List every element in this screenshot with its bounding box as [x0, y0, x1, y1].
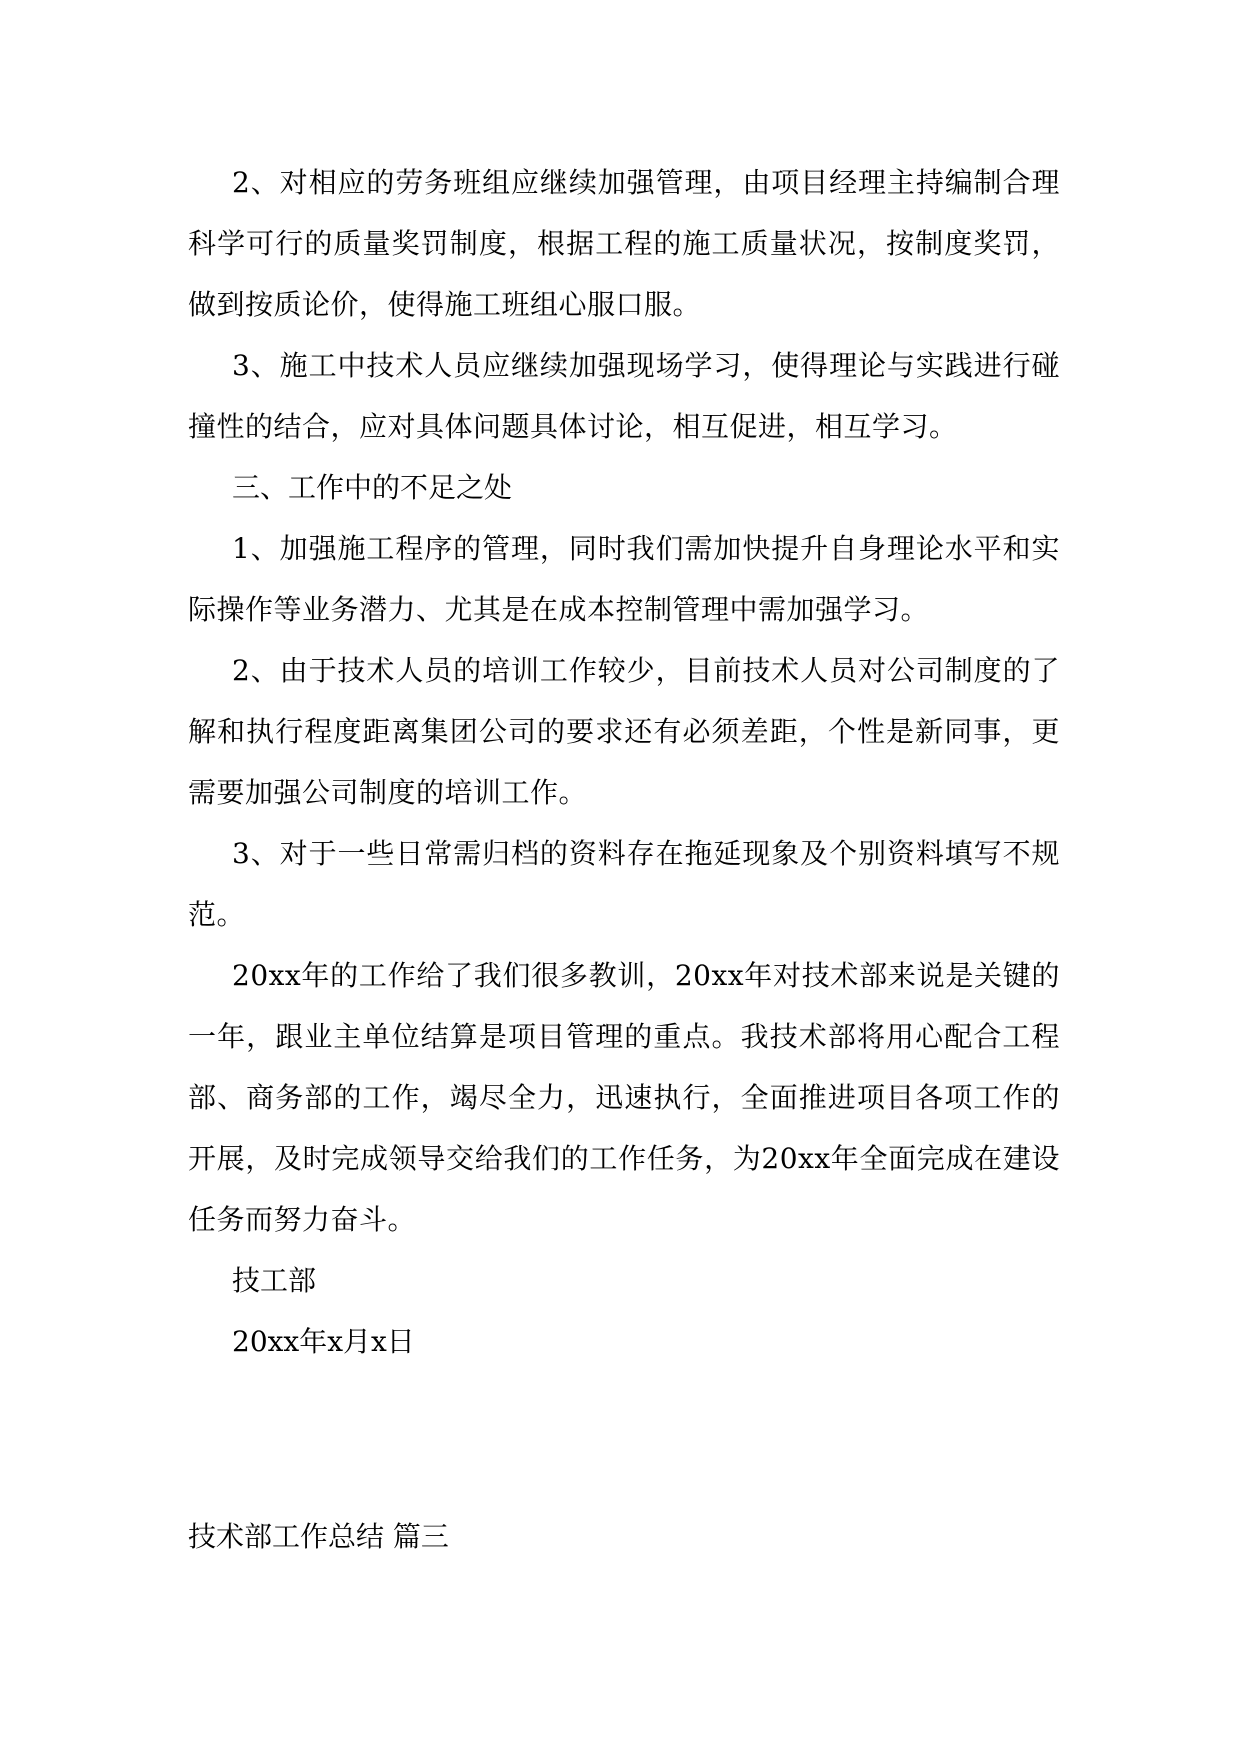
signature-date: 20xx年x月x日 [232, 1325, 415, 1358]
section-title: 技术部工作总结 篇三 [188, 1520, 449, 1553]
paragraph-procedure-management: 1、加强施工程序的管理，同时我们需加快提升自身理论水平和实际操作等业务潜力、尤其是在成本控制管理中需加强学习。 [188, 532, 1060, 626]
paragraph-quality-management: 2、对相应的劳务班组应继续加强管理，由项目经理主持编制合理科学可行的质量奖罚制度，根据工程的施工质量状况，按制度奖罚，做到按质论价，使得施工班组心服口服。 [188, 166, 1060, 321]
paragraph-staff-training: 2、由于技术人员的培训工作较少，目前技术人员对公司制度的了解和执行程度距离集团公司的要求还有必须差距，个性是新同事，更需要加强公司制度的培训工作。 [188, 654, 1060, 809]
signature-department: 技工部 [232, 1264, 317, 1297]
paragraph-annual-outlook: 20xx年的工作给了我们很多教训，20xx年对技术部来说是关键的一年，跟业主单位结算是项目管理的重点。我技术部将用心配合工程部、商务部的工作，竭尽全力，迅速执行，全面推进项目各项工作的开展，及时完成领导交给我们的工作任务，为20xx年全面完成在建设任务而努力奋斗。 [188, 959, 1060, 1236]
document-body [188, 152, 1060, 1372]
paragraph-onsite-learning: 3、施工中技术人员应继续加强现场学习，使得理论与实践进行碰撞性的结合，应对具体问题具体讨论，相互促进，相互学习。 [188, 349, 1060, 443]
paragraph-document-archiving: 3、对于一些日常需归档的资料存在拖延现象及个别资料填写不规范。 [188, 837, 1060, 931]
heading-shortcomings: 三、工作中的不足之处 [232, 471, 513, 504]
